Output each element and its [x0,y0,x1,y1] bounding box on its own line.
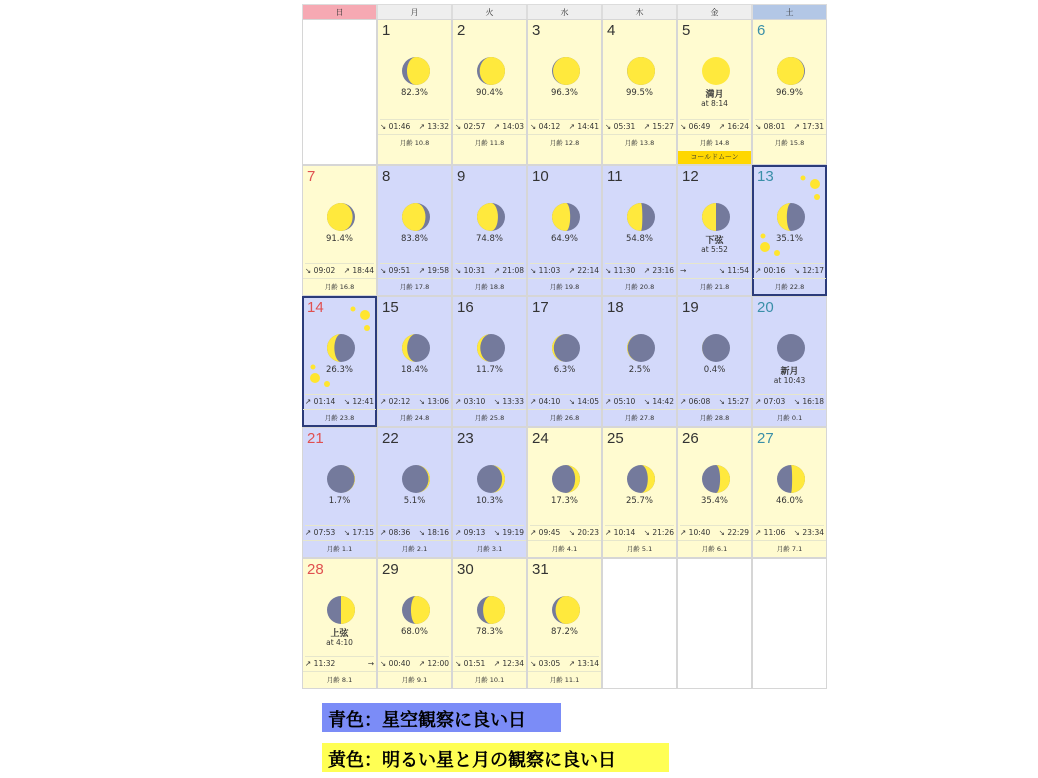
moonrise-time: ↗ 15:27 [643,122,674,131]
moon-age: 月齢 9.1 [378,671,451,684]
moonset-time: ↘ 14:05 [568,397,599,406]
weekday-tue: 火 [452,4,527,21]
moon-phase-icon [402,334,430,362]
moon-phase-icon [477,57,505,85]
calendar-grid [302,19,827,689]
illumination-text: 78.3% [475,627,503,637]
day-number: 26 [682,430,699,447]
illumination-text: 25.7% [625,496,653,506]
day-cell[interactable] [452,165,527,296]
day-number: 27 [757,430,774,447]
empty-day-cell [302,19,377,165]
day-cell[interactable] [302,296,377,427]
day-cell[interactable] [752,296,827,427]
day-cell[interactable] [377,296,452,427]
moonrise-time: ↗ 06:08 [680,397,711,406]
day-number: 14 [307,299,324,316]
day-number: 10 [532,168,549,185]
moonrise-time: ↗ 09:45 [530,528,561,537]
moonrise-moonset-times [605,119,674,131]
moon-age: 月齢 16.8 [303,278,376,291]
moonrise-moonset-times [755,525,824,537]
phase-name: 満月 [705,90,724,100]
stars-decoration [753,166,827,296]
moonrise-moonset-times [380,263,449,275]
moon-phase-icon [327,334,355,362]
moon-age: 月齢 22.8 [753,278,826,291]
illumination-text: 18.4% [400,365,428,375]
moon-phase-icon [777,465,805,493]
moonset-time: → [367,659,374,668]
illumination-text: 17.3% [550,496,578,506]
moonset-time: ↘ 22:29 [718,528,749,537]
star-icon [774,250,780,256]
phase-name: 上弦 [330,629,349,639]
moon-phase-icon [777,203,805,231]
moonrise-time: ↗ 03:10 [455,397,486,406]
moonrise-moonset-times [530,656,599,668]
moonset-time: ↘ 05:31 [605,122,636,131]
moonrise-time: ↗ 11:32 [305,659,336,668]
day-cell[interactable] [527,427,602,558]
moon-age: 月齢 25.8 [453,409,526,422]
day-number: 6 [757,22,766,39]
moon-phase-icon [477,465,505,493]
moonset-time: ↘ 18:16 [418,528,449,537]
weekday-wed: 水 [527,4,602,21]
day-cell[interactable] [677,427,752,558]
moonset-time: ↘ 08:01 [755,122,786,131]
weekday-sat: 土 [752,4,827,21]
day-number: 31 [532,561,549,578]
moonrise-moonset-times [755,394,824,406]
illumination-text: 10.3% [475,496,503,506]
moonrise-moonset-times [605,263,674,275]
day-number: 12 [682,168,699,185]
moonset-time: ↘ 12:41 [343,397,374,406]
cold-moon-badge: コールドムーン [678,151,751,164]
moonrise-moonset-times [455,263,524,275]
moon-phase-icon [702,203,730,231]
day-number: 15 [382,299,399,316]
moon-age: 月齢 14.8 [678,134,751,147]
moon-age: 月齢 23.8 [303,409,376,422]
illumination-text: 5.1% [403,496,426,506]
illumination-text: 96.3% [550,88,578,98]
moonrise-moonset-times [380,525,449,537]
star-icon [801,176,806,181]
weekday-mon: 月 [377,4,452,21]
moon-phase-icon [477,596,505,624]
moonrise-time: ↗ 02:12 [380,397,411,406]
day-cell[interactable] [452,558,527,689]
day-number: 11 [607,168,623,185]
day-number: 7 [307,168,316,185]
moonrise-time: ↗ 18:44 [343,266,374,275]
day-number: 16 [457,299,474,316]
illumination-text: 54.8% [625,234,653,244]
moon-phase-icon [552,465,580,493]
day-cell[interactable] [677,19,752,165]
illumination-text: 87.2% [550,627,578,637]
moonrise-time: ↗ 09:13 [455,528,486,537]
day-number: 18 [607,299,624,316]
moon-phase-icon [327,596,355,624]
moonrise-time: ↗ 19:58 [418,266,449,275]
day-cell[interactable] [677,296,752,427]
phase-time: at 5:52 [701,245,728,254]
day-cell[interactable] [527,19,602,165]
illumination-text: 90.4% [475,88,503,98]
moonset-time: ↘ 01:51 [455,659,486,668]
day-cell[interactable] [527,296,602,427]
day-cell[interactable] [377,427,452,558]
moonrise-time: ↗ 07:53 [305,528,336,537]
moonrise-time: ↗ 14:03 [493,122,524,131]
moonrise-time: ↗ 05:10 [605,397,636,406]
day-number: 1 [382,22,391,39]
illumination-text: 35.1% [775,234,803,244]
star-icon [364,325,370,331]
moonrise-moonset-times [680,263,749,275]
moon-age: 月齢 20.8 [603,278,676,291]
moonrise-moonset-times [530,119,599,131]
moon-age: 月齢 28.8 [678,409,751,422]
moonset-time: ↘ 12:17 [793,266,824,275]
moonrise-time: ↗ 14:41 [568,122,599,131]
moon-phase-icon [702,334,730,362]
moonrise-moonset-times [755,119,824,131]
moonrise-time: ↗ 23:16 [643,266,674,275]
moonset-time: ↘ 09:02 [305,266,336,275]
day-cell[interactable] [377,165,452,296]
moonrise-time: ↗ 16:24 [718,122,749,131]
empty-day-cell [677,558,752,689]
moonrise-time: ↗ 08:36 [380,528,411,537]
moon-age: 月齢 3.1 [453,540,526,553]
phase-time: at 8:14 [701,99,728,108]
moon-phase-icon [702,57,730,85]
day-cell[interactable] [602,296,677,427]
moon-age: 月齢 18.8 [453,278,526,291]
moonrise-moonset-times [455,119,524,131]
moon-age: 月齢 1.1 [303,540,376,553]
illumination-text: 64.9% [550,234,578,244]
star-icon [324,381,330,387]
day-number: 29 [382,561,399,578]
weekday-thu: 木 [602,4,677,21]
moonrise-moonset-times [380,119,449,131]
moonrise-time: ↗ 07:03 [755,397,786,406]
moonrise-moonset-times [455,394,524,406]
moon-age: 月齢 21.8 [678,278,751,291]
moon-age: 月齢 4.1 [528,540,601,553]
moon-phase-icon [552,596,580,624]
illumination-text: 6.3% [553,365,576,375]
moonrise-moonset-times [305,263,374,275]
moonrise-moonset-times [680,119,749,131]
illumination-text: 26.3% [325,365,353,375]
day-number: 28 [307,561,324,578]
moon-age: 月齢 8.1 [303,671,376,684]
day-cell[interactable] [527,558,602,689]
moonrise-moonset-times [680,394,749,406]
moonrise-moonset-times [380,394,449,406]
moonrise-time: ↗ 04:10 [530,397,561,406]
illumination-text: 96.9% [775,88,803,98]
day-number: 8 [382,168,391,185]
moonrise-time: ↗ 17:31 [793,122,824,131]
moon-phase-icon [777,334,805,362]
star-icon [351,307,356,312]
moonrise-time: ↗ 10:40 [680,528,711,537]
moonrise-moonset-times [680,525,749,537]
moon-phase-icon [327,203,355,231]
moon-calendar [302,4,827,689]
illumination-text: 82.3% [400,88,428,98]
moonrise-moonset-times [455,525,524,537]
moon-phase-icon [402,465,430,493]
star-icon [360,310,370,320]
moonset-time: ↘ 16:18 [793,397,824,406]
day-cell[interactable] [302,427,377,558]
day-cell[interactable] [752,165,827,296]
day-cell[interactable] [677,165,752,296]
moon-phase-icon [477,203,505,231]
moon-phase-icon [402,596,430,624]
illumination-text: 0.4% [703,365,726,375]
illumination-text: 46.0% [775,496,803,506]
day-number: 2 [457,22,466,39]
moonset-time: ↘ 11:30 [605,266,636,275]
day-number: 21 [307,430,324,447]
legend-yellow: 黄色：明るい星と月の観察に良い日 [322,743,669,772]
moonrise-time: ↗ 12:00 [418,659,449,668]
moonrise-time: ↗ 01:14 [305,397,336,406]
moonset-time: ↘ 11:54 [718,266,749,275]
moon-phase-icon [402,203,430,231]
day-number: 4 [607,22,616,39]
illumination-text: 11.7% [475,365,503,375]
moon-age: 月齢 24.8 [378,409,451,422]
moonrise-time: ↗ 21:08 [493,266,524,275]
moon-age: 月齢 26.8 [528,409,601,422]
day-cell[interactable] [602,165,677,296]
illumination-text: 99.5% [625,88,653,98]
moonrise-moonset-times [380,656,449,668]
empty-day-cell [602,558,677,689]
moonrise-moonset-times [530,263,599,275]
day-number: 13 [757,168,774,185]
moonrise-moonset-times [530,525,599,537]
moonrise-moonset-times [305,394,374,406]
moon-age: 月齢 2.1 [378,540,451,553]
moon-phase-icon [777,57,805,85]
moon-phase-icon [702,465,730,493]
day-number: 20 [757,299,774,316]
illumination-text: 91.4% [325,234,353,244]
moonrise-time: ↗ 22:14 [568,266,599,275]
moonset-time: ↘ 09:51 [380,266,411,275]
moon-age: 月齢 12.8 [528,134,601,147]
moon-age: 月齢 10.1 [453,671,526,684]
moonset-time: ↘ 21:26 [643,528,674,537]
day-cell[interactable] [602,427,677,558]
day-number: 24 [532,430,549,447]
moonset-time: ↘ 20:23 [568,528,599,537]
moon-phase-icon [627,465,655,493]
moon-age: 月齢 13.8 [603,134,676,147]
day-number: 9 [457,168,466,185]
moonset-time: ↘ 13:33 [493,397,524,406]
moon-age: 月齢 27.8 [603,409,676,422]
moonset-time: ↘ 23:34 [793,528,824,537]
illumination-text: 1.7% [328,496,351,506]
day-cell[interactable] [452,296,527,427]
moonset-time: ↘ 00:40 [380,659,411,668]
moonrise-moonset-times [455,656,524,668]
moonset-time: ↘ 10:31 [455,266,486,275]
moonrise-time: ↗ 10:14 [605,528,636,537]
moonset-time: ↘ 06:49 [680,122,711,131]
moonset-time: ↘ 17:15 [343,528,374,537]
moonrise-moonset-times [305,656,374,668]
weekday-fri: 金 [677,4,752,21]
moonset-time: ↘ 01:46 [380,122,411,131]
day-cell[interactable] [752,19,827,165]
empty-day-cell [752,558,827,689]
moonrise-time: ↗ 13:14 [568,659,599,668]
moonrise-time: ↗ 13:32 [418,122,449,131]
moonrise-time: → [680,266,687,275]
illumination-text: 35.4% [700,496,728,506]
phase-name: 下弦 [705,236,724,246]
star-icon [814,194,820,200]
moon-phase-icon [402,57,430,85]
day-cell[interactable] [752,427,827,558]
moonset-time: ↘ 13:06 [418,397,449,406]
moon-age: 月齢 0.1 [753,409,826,422]
illumination-text: 83.8% [400,234,428,244]
moonrise-moonset-times [605,525,674,537]
moonrise-moonset-times [305,525,374,537]
moonrise-time: ↗ 11:06 [755,528,786,537]
moon-age: 月齢 15.8 [753,134,826,147]
moonset-time: ↘ 11:03 [530,266,561,275]
weekday-sun: 日 [302,4,377,21]
day-cell[interactable] [302,558,377,689]
phase-time: at 4:10 [326,638,353,647]
moonrise-moonset-times [605,394,674,406]
moon-age: 月齢 7.1 [753,540,826,553]
legend-blue: 青色：星空観察に良い日 [322,703,561,732]
moon-age: 月齢 10.8 [378,134,451,147]
moon-phase-icon [552,334,580,362]
day-cell[interactable] [602,19,677,165]
moonset-time: ↘ 03:05 [530,659,561,668]
star-icon [810,179,820,189]
moon-phase-icon [477,334,505,362]
phase-time: at 10:43 [773,376,806,385]
moonset-time: ↘ 15:27 [718,397,749,406]
day-number: 5 [682,22,691,39]
moon-age: 月齢 19.8 [528,278,601,291]
day-cell[interactable] [302,165,377,296]
moonrise-time: ↗ 00:16 [755,266,786,275]
moonset-time: ↘ 04:12 [530,122,561,131]
moon-phase-icon [327,465,355,493]
moon-phase-icon [552,203,580,231]
day-cell[interactable] [377,19,452,165]
moon-phase-icon [552,57,580,85]
moon-phase-icon [627,203,655,231]
stars-decoration [303,297,377,427]
day-number: 23 [457,430,474,447]
moon-age: 月齢 6.1 [678,540,751,553]
moon-age: 月齢 11.1 [528,671,601,684]
moonset-time: ↘ 14:42 [643,397,674,406]
illumination-text: 68.0% [400,627,428,637]
moonrise-time: ↗ 12:34 [493,659,524,668]
moonrise-moonset-times [755,263,824,275]
day-cell[interactable] [452,19,527,165]
day-cell[interactable] [377,558,452,689]
moonset-time: ↘ 19:19 [493,528,524,537]
day-number: 25 [607,430,624,447]
day-number: 3 [532,22,541,39]
illumination-text: 2.5% [628,365,651,375]
day-number: 30 [457,561,474,578]
day-number: 17 [532,299,549,316]
day-number: 19 [682,299,699,316]
moonrise-moonset-times [530,394,599,406]
weekday-header [302,4,827,19]
moon-phase-icon [627,334,655,362]
day-number: 22 [382,430,399,447]
moon-age: 月齢 5.1 [603,540,676,553]
moon-age: 月齢 11.8 [453,134,526,147]
day-cell[interactable] [527,165,602,296]
phase-name: 新月 [780,367,799,377]
day-cell[interactable] [452,427,527,558]
moonset-time: ↘ 02:57 [455,122,486,131]
moon-age: 月齢 17.8 [378,278,451,291]
moon-phase-icon [627,57,655,85]
illumination-text: 74.8% [475,234,503,244]
